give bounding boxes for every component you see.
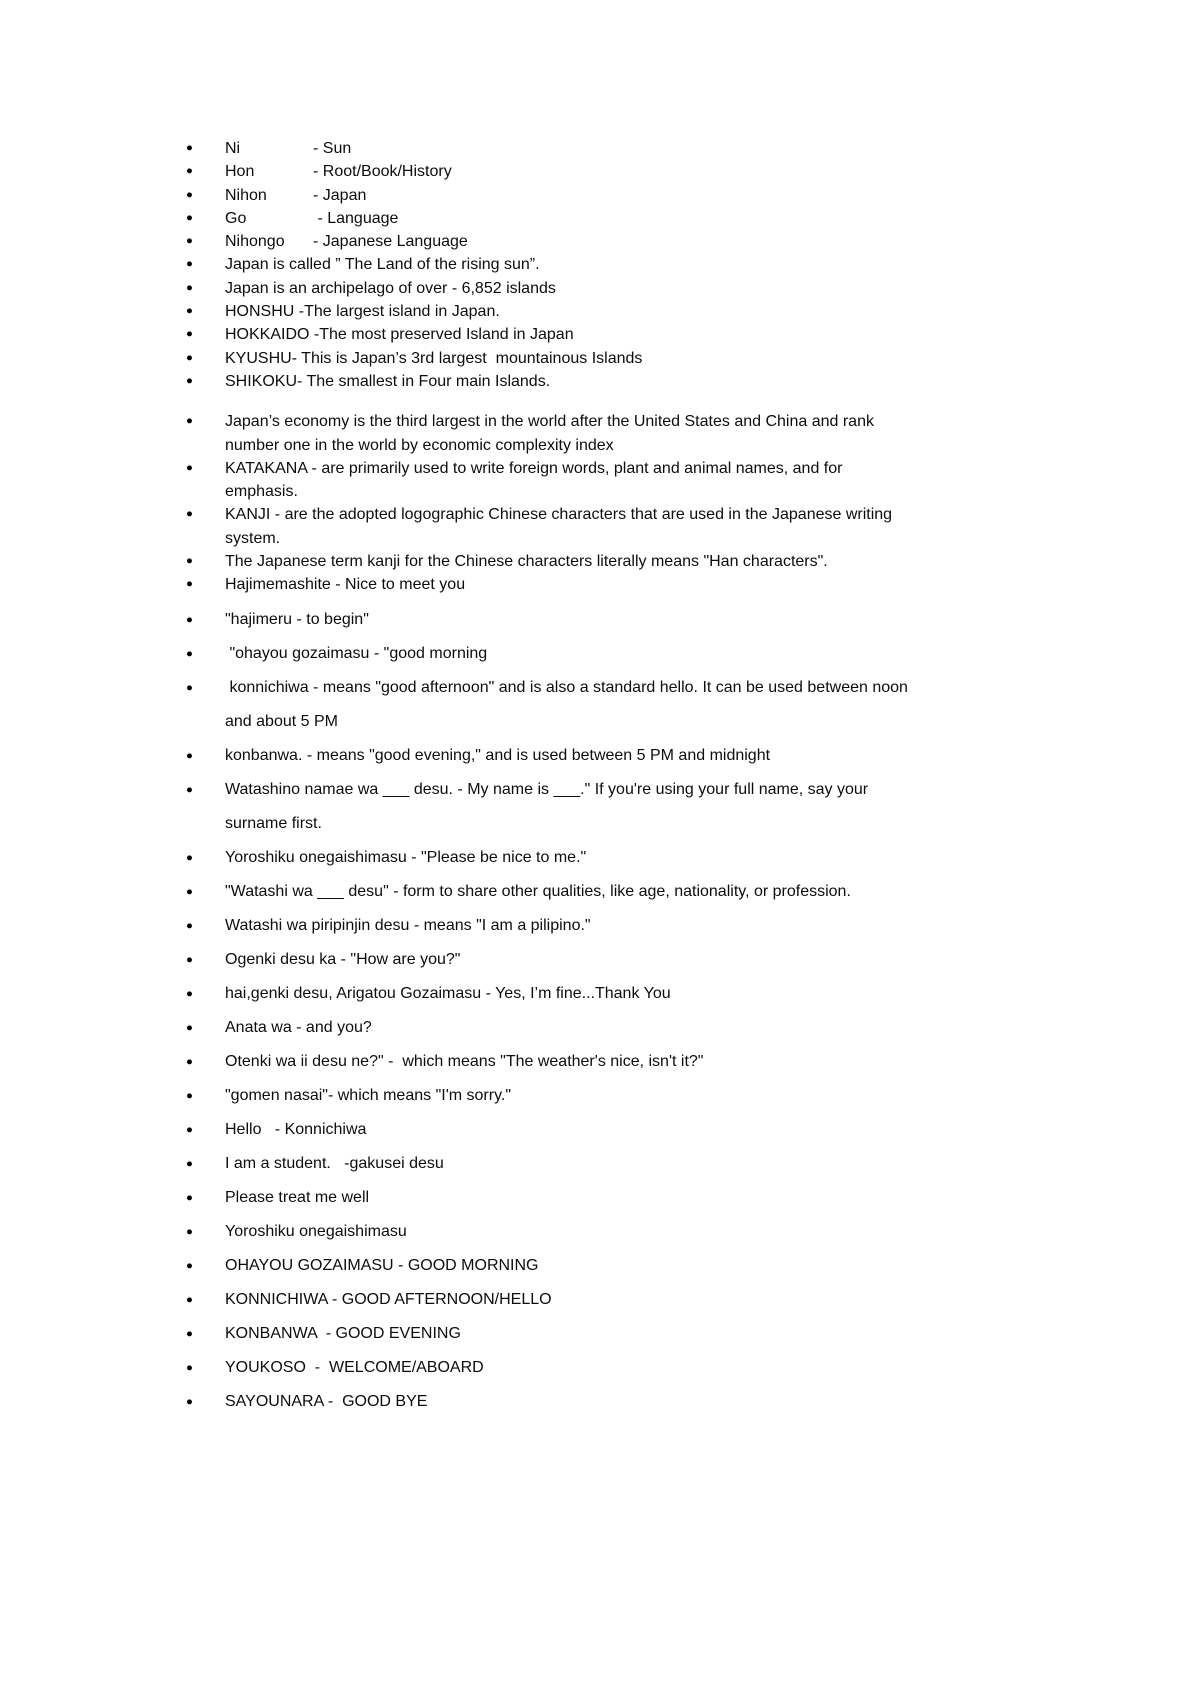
list-item-line: konbanwa. - means "good evening," and is used between 5 PM and midnight (225, 746, 771, 764)
list-item-line: emphasis. (225, 483, 298, 501)
document-content (185, 137, 1100, 1419)
list-item-line: "gomen nasai"- which means "I'm sorry." (225, 1086, 512, 1104)
list-item (185, 977, 1100, 1011)
list-item-line: KONNICHIWA - GOOD AFTERNOON/HELLO (225, 1290, 552, 1308)
bullet-icon: ● (186, 1395, 193, 1408)
list-item (185, 160, 1100, 183)
bullet-icon: ● (186, 508, 193, 521)
list-item-line: number one in the world by economic complexity index (225, 436, 614, 454)
list-item (185, 1181, 1100, 1215)
list-item (185, 573, 1100, 596)
list-item-line: and about 5 PM (225, 712, 338, 730)
bullet-icon: ● (186, 1361, 193, 1374)
bullet-icon: ● (186, 613, 193, 626)
list-item-line: konnichiwa - means "good afternoon" and is also a standard hello. It can be used between noon (225, 678, 908, 696)
list-item-line: OHAYOU GOZAIMASU - GOOD MORNING (225, 1256, 539, 1274)
bullet-icon: ● (186, 1055, 193, 1068)
list-item (185, 909, 1100, 943)
list-item (185, 1351, 1100, 1385)
list-item-line: KANJI - are the adopted logographic Chinese characters that are used in the Japanese writing (225, 506, 893, 524)
list-item (185, 253, 1100, 276)
list-item (185, 1147, 1100, 1181)
bullet-icon: ● (186, 885, 193, 898)
list-item-line: SAYOUNARA - GOOD BYE (225, 1392, 428, 1410)
bullet-icon: ● (186, 211, 193, 224)
list-item (185, 1079, 1100, 1113)
bullet-icon: ● (186, 235, 193, 248)
vocab-term: Ni (225, 140, 241, 157)
vocab-definition: - Japanese Language (313, 233, 468, 251)
bullet-icon: ● (186, 1089, 193, 1102)
list-item (185, 1317, 1100, 1351)
list-item (185, 1011, 1100, 1045)
list-item (185, 1045, 1100, 1079)
list-item-line: Yoroshiku onegaishimasu - "Please be nice to me." (225, 848, 587, 866)
bullet-icon: ● (186, 1327, 193, 1340)
bullet-icon: ● (186, 1225, 193, 1238)
list-item-line: Hajimemashite - Nice to meet you (225, 576, 466, 594)
vocab-definition: - Japan (313, 186, 367, 204)
bullet-icon: ● (186, 749, 193, 762)
bullet-icon: ● (186, 647, 193, 660)
list-item-line: "Watashi wa ___ desu" - form to share other qualities, like age, nationality, or profession. (225, 882, 851, 900)
list-item-line: Ogenki desu ka - "How are you?" (225, 950, 461, 968)
list-item (185, 410, 1100, 457)
list-item-line: HOKKAIDO -The most preserved Island in Japan (225, 326, 574, 344)
facts-bullet-list (185, 410, 1100, 596)
list-item (185, 550, 1100, 573)
list-item-line: "ohayou gozaimasu - "good morning (225, 644, 488, 662)
list-item-line: KONBANWA - GOOD EVENING (225, 1324, 461, 1342)
vocab-definition: - Sun (313, 140, 352, 157)
list-item (185, 230, 1100, 253)
list-item (185, 841, 1100, 875)
vocab-term: Nihongo (225, 233, 285, 251)
list-item-line: system. (225, 529, 281, 547)
vocab-definition: - Language (313, 209, 399, 227)
bullet-icon: ● (186, 578, 193, 591)
list-item-line: SHIKOKU- The smallest in Four main Islands. (225, 372, 551, 390)
vocab-bullet-list (185, 137, 1100, 393)
bullet-icon: ● (186, 851, 193, 864)
list-item-line (225, 230, 1100, 253)
list-item (185, 370, 1100, 393)
bullet-icon: ● (186, 919, 193, 932)
vocab-term: Nihon (225, 186, 267, 204)
list-item-line: Otenki wa ii desu ne?" - which means "The weather's nice, isn't it?" (225, 1052, 704, 1070)
list-item-line: The Japanese term kanji for the Chinese characters literally means "Han characters". (225, 553, 828, 571)
list-item-line: Hello - Konnichiwa (225, 1120, 367, 1138)
bullet-icon: ● (186, 281, 193, 294)
bullet-icon: ● (186, 987, 193, 1000)
list-item (185, 671, 1100, 739)
bullet-icon: ● (186, 1293, 193, 1306)
list-item-line: KATAKANA - are primarily used to write foreign words, plant and animal names, and for (225, 459, 843, 477)
list-item (185, 1385, 1100, 1419)
list-item-line: Yoroshiku onegaishimasu (225, 1222, 407, 1240)
bullet-icon: ● (186, 258, 193, 271)
list-item (185, 457, 1100, 504)
list-item-line (225, 207, 1100, 230)
list-item (185, 184, 1100, 207)
list-item-line: YOUKOSO - WELCOME/ABOARD (225, 1358, 484, 1376)
list-item (185, 943, 1100, 977)
bullet-icon: ● (186, 681, 193, 694)
list-item (185, 875, 1100, 909)
list-item (185, 503, 1100, 550)
bullet-icon: ● (186, 188, 193, 201)
list-item (185, 637, 1100, 671)
bullet-icon: ● (186, 1191, 193, 1204)
list-item (185, 277, 1100, 300)
bullet-icon: ● (186, 305, 193, 318)
list-item-line (225, 160, 1100, 183)
list-item (185, 300, 1100, 323)
list-item-line: Japan’s economy is the third largest in the world after the United States and China and rank (225, 413, 874, 431)
vocab-term: Go (225, 209, 247, 227)
bullet-icon: ● (186, 1123, 193, 1136)
list-item (185, 1249, 1100, 1283)
list-item (185, 1215, 1100, 1249)
bullet-icon: ● (186, 555, 193, 568)
vocab-definition: - Root/Book/History (313, 163, 452, 181)
list-item-line (225, 137, 1100, 160)
bullet-icon: ● (186, 142, 193, 154)
list-item-line: HONSHU -The largest island in Japan. (225, 303, 500, 321)
list-item (185, 773, 1100, 841)
list-item (185, 207, 1100, 230)
bullet-icon: ● (186, 328, 193, 341)
list-item-line: "hajimeru - to begin" (225, 610, 369, 628)
list-item-line: Watashi wa piripinjin desu - means "I am a pilipino." (225, 916, 591, 934)
list-item-line: KYUSHU- This is Japan’s 3rd largest mountainous Islands (225, 349, 643, 367)
list-item-line: Anata wa - and you? (225, 1018, 372, 1036)
bullet-icon: ● (186, 351, 193, 364)
list-item (185, 1283, 1100, 1317)
bullet-icon: ● (186, 415, 193, 428)
list-item-line: Watashino namae wa ___ desu. - My name is ___." If you're using your full name, say your (225, 780, 869, 798)
list-item (185, 603, 1100, 637)
phrases-bullet-list (185, 603, 1100, 1419)
list-item-line (225, 184, 1100, 207)
list-item-line: Japan is an archipelago of over - 6,852 islands (225, 279, 556, 297)
bullet-icon: ● (186, 1259, 193, 1272)
list-item-line: I am a student. -gakusei desu (225, 1154, 444, 1172)
vocab-term: Hon (225, 163, 255, 181)
bullet-icon: ● (186, 783, 193, 796)
bullet-icon: ● (186, 953, 193, 966)
bullet-icon: ● (186, 165, 193, 178)
bullet-icon: ● (186, 1157, 193, 1170)
list-item-line: Japan is called ” The Land of the rising sun”. (225, 256, 540, 274)
list-item (185, 739, 1100, 773)
list-item-line: Please treat me well (225, 1188, 370, 1206)
list-item-line: hai,genki desu, Arigatou Gozaimasu - Yes, I’m fine...Thank You (225, 984, 671, 1002)
list-item (185, 1113, 1100, 1147)
bullet-icon: ● (186, 461, 193, 474)
bullet-icon: ● (186, 374, 193, 387)
list-item-line: surname first. (225, 814, 322, 832)
bullet-icon: ● (186, 1021, 193, 1034)
list-item (185, 137, 1100, 160)
list-item (185, 323, 1100, 346)
list-item (185, 347, 1100, 370)
